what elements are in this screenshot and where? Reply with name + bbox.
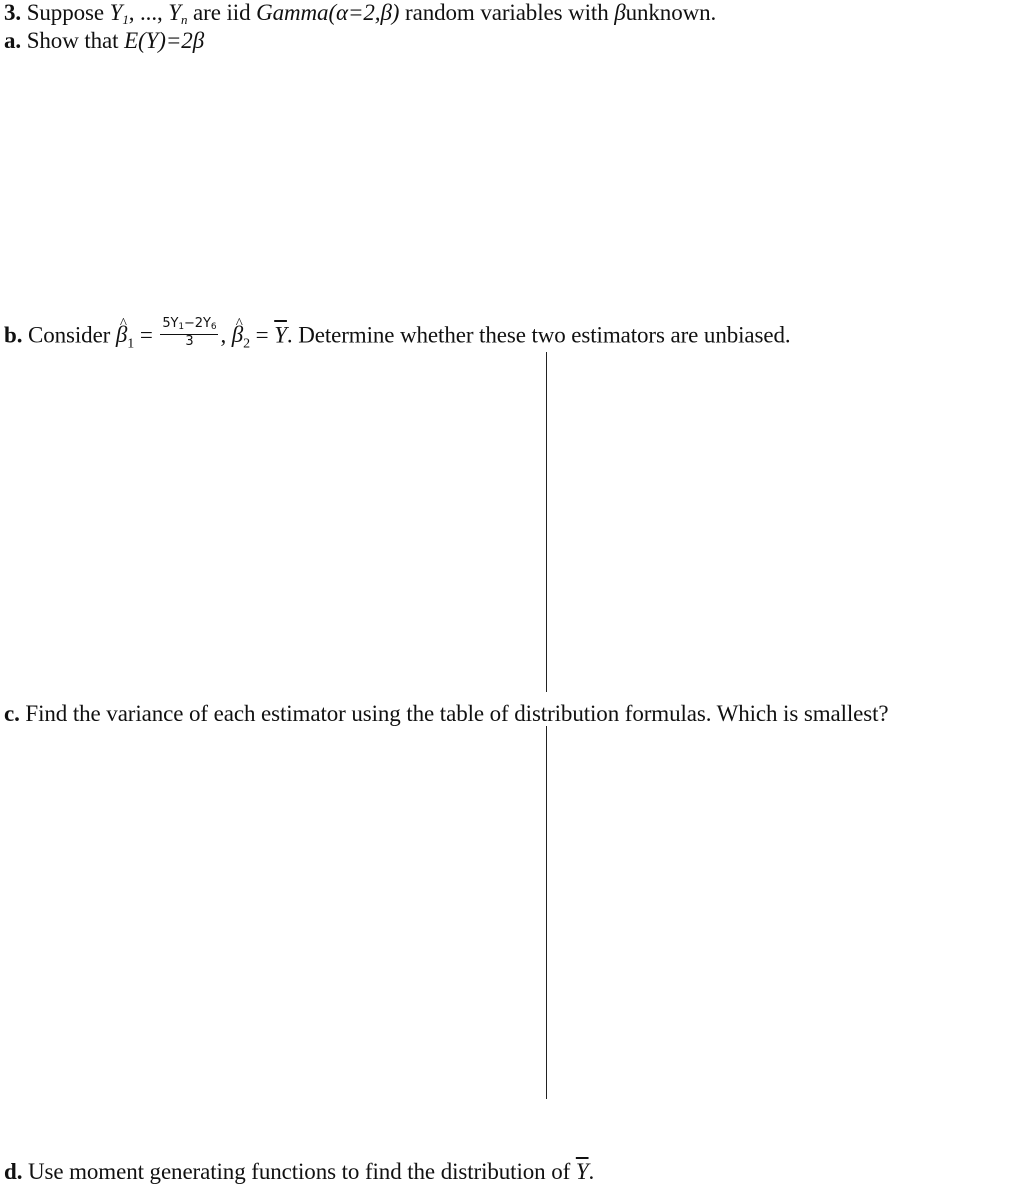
y-bar-d: $\overline{Y}$: [575, 1159, 589, 1184]
y-bar: $\overline{Y}$: [274, 322, 287, 348]
part-b-tail: . Determine whether these two estimators are unbiased.: [286, 322, 791, 348]
beta-symbol: β: [614, 0, 626, 25]
part-b-text: Consider: [22, 322, 116, 348]
beta-hat-2: ^ β: [232, 322, 243, 348]
var-yn: $Y_n$: [168, 0, 188, 27]
part-d-period: .: [588, 1159, 595, 1184]
comma: ,: [220, 322, 232, 348]
part-d-label: d.: [4, 1159, 23, 1184]
fraction-numerator: 5Y1−2Y6: [160, 317, 218, 335]
are-iid-text: are iid: [187, 0, 257, 25]
part-d-text: Use moment generating functions to find the distribution of: [22, 1159, 576, 1184]
part-a-expression: E(Y)=2β: [124, 28, 205, 53]
part-c: [4, 701, 889, 727]
equals-2: =: [250, 322, 275, 348]
unknown-text: unknown.: [625, 0, 717, 25]
problem-number: 3.: [4, 0, 22, 25]
beta-hat-1: ^ β: [116, 322, 127, 348]
estimator-fraction: [160, 317, 218, 349]
beta-hat-2-sub: 2: [243, 336, 251, 352]
distribution: Gamma(α=2,β): [256, 0, 400, 25]
beta-hat-1-sub: 1: [127, 336, 135, 352]
part-a-text: Show that: [21, 28, 125, 53]
part-d: [4, 1159, 594, 1185]
part-b: [4, 316, 791, 357]
fraction-denominator: 3: [185, 334, 194, 349]
vertical-divider-lower: [546, 726, 547, 1099]
part-c-text: Find the variance of each estimator using the table of distribution formulas. Which is smallest?: [19, 701, 889, 726]
part-c-label: c.: [4, 701, 20, 726]
ellipsis: , ...,: [128, 0, 169, 25]
problem-tail: random variables with: [399, 0, 615, 25]
var-y1: $Y_1$: [109, 0, 129, 27]
problem-intro: Suppose: [21, 0, 110, 25]
equals-1: =: [134, 322, 159, 348]
part-a-label: a.: [4, 28, 22, 53]
part-b-label: b.: [4, 322, 23, 348]
part-a: [4, 28, 204, 54]
vertical-divider-upper: [546, 352, 547, 692]
